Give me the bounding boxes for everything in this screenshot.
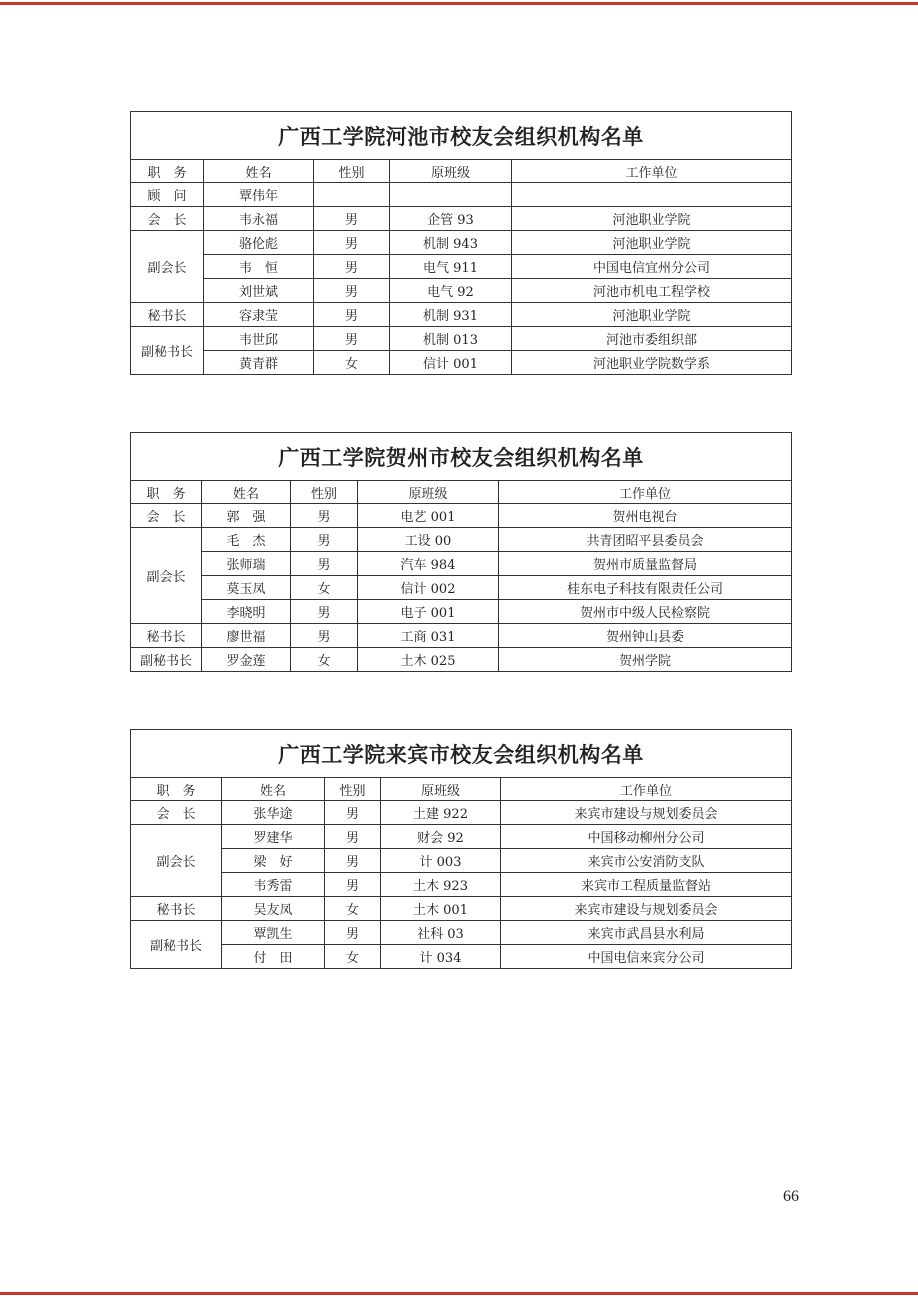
gender-cell: 男: [291, 624, 358, 648]
header-employer: 工作单位: [512, 160, 792, 183]
employer-cell: 河池市机电工程学校: [512, 279, 792, 303]
employer-cell: 河池市委组织部: [512, 327, 792, 351]
class-cell: 电气 92: [390, 279, 512, 303]
class-cell: 电艺 001: [358, 504, 499, 528]
table-row: [131, 183, 792, 207]
gender-cell: 男: [314, 279, 390, 303]
employer-cell: 河池职业学院数学系: [512, 351, 792, 375]
employer-cell: 来宾市武昌县水利局: [501, 921, 792, 945]
role-cell: 秘书长: [131, 897, 222, 921]
name-cell: 廖世福: [202, 624, 291, 648]
employer-cell: 贺州电视台: [499, 504, 792, 528]
top-red-rule: [0, 2, 918, 5]
table-row: [131, 873, 792, 897]
class-cell: 机制 931: [390, 303, 512, 327]
class-cell: 机制 013: [390, 327, 512, 351]
header-role: 职 务: [131, 160, 204, 183]
table-row: [131, 648, 792, 672]
table-row: [131, 528, 792, 552]
role-cell: 副秘书长: [131, 921, 222, 969]
role-cell: 顾 问: [131, 183, 204, 207]
table-row: [131, 825, 792, 849]
gender-cell: 男: [291, 552, 358, 576]
header-row: [131, 778, 792, 801]
table-row: [131, 303, 792, 327]
name-cell: 郭 强: [202, 504, 291, 528]
name-cell: 莫玉凤: [202, 576, 291, 600]
class-cell: 财会 92: [381, 825, 501, 849]
table-row: [131, 279, 792, 303]
employer-cell: 贺州学院: [499, 648, 792, 672]
class-cell: 汽车 984: [358, 552, 499, 576]
employer-cell: 中国移动柳州分公司: [501, 825, 792, 849]
class-cell: 计 003: [381, 849, 501, 873]
name-cell: 韦永福: [204, 207, 314, 231]
class-cell: 土木 025: [358, 648, 499, 672]
table-title: 广西工学院来宾市校友会组织机构名单: [131, 730, 792, 778]
header-row: [131, 160, 792, 183]
table-row: [131, 897, 792, 921]
table-row: [131, 849, 792, 873]
role-cell: 秘书长: [131, 624, 202, 648]
class-cell: 土木 923: [381, 873, 501, 897]
employer-cell: 共青团昭平县委员会: [499, 528, 792, 552]
hechi-alumni-table: [130, 111, 792, 375]
class-cell: 信计 002: [358, 576, 499, 600]
header-role: 职 务: [131, 481, 202, 504]
employer-cell: 来宾市公安消防支队: [501, 849, 792, 873]
table-row: [131, 504, 792, 528]
name-cell: 张华途: [222, 801, 325, 825]
table-row: [131, 801, 792, 825]
table-row: [131, 921, 792, 945]
header-name: 姓名: [222, 778, 325, 801]
name-cell: 吴友凤: [222, 897, 325, 921]
class-cell: [390, 183, 512, 207]
gender-cell: 女: [291, 648, 358, 672]
class-cell: 电子 001: [358, 600, 499, 624]
header-name: 姓名: [202, 481, 291, 504]
role-cell: 副秘书长: [131, 327, 204, 375]
class-cell: 社科 03: [381, 921, 501, 945]
gender-cell: 男: [314, 327, 390, 351]
table-row: [131, 624, 792, 648]
name-cell: 张师瑞: [202, 552, 291, 576]
employer-cell: 河池职业学院: [512, 303, 792, 327]
header-gender: 性别: [314, 160, 390, 183]
header-gender: 性别: [325, 778, 381, 801]
name-cell: 覃凯生: [222, 921, 325, 945]
employer-cell: 河池职业学院: [512, 207, 792, 231]
gender-cell: 男: [291, 528, 358, 552]
table-row: [131, 552, 792, 576]
gender-cell: 男: [325, 921, 381, 945]
name-cell: 骆伦彪: [204, 231, 314, 255]
name-cell: 容隶莹: [204, 303, 314, 327]
header-name: 姓名: [204, 160, 314, 183]
role-cell: 副会长: [131, 528, 202, 624]
class-cell: 电气 911: [390, 255, 512, 279]
header-employer: 工作单位: [501, 778, 792, 801]
name-cell: 毛 杰: [202, 528, 291, 552]
header-role: 职 务: [131, 778, 222, 801]
table-title: 广西工学院贺州市校友会组织机构名单: [131, 433, 792, 481]
class-cell: 机制 943: [390, 231, 512, 255]
gender-cell: 男: [325, 825, 381, 849]
gender-cell: 男: [325, 849, 381, 873]
gender-cell: 男: [314, 207, 390, 231]
page-number: 66: [783, 1188, 799, 1205]
employer-cell: 贺州市质量监督局: [499, 552, 792, 576]
employer-cell: 中国电信来宾分公司: [501, 945, 792, 969]
class-cell: 工设 00: [358, 528, 499, 552]
gender-cell: 男: [314, 303, 390, 327]
name-cell: 韦 恒: [204, 255, 314, 279]
name-cell: 罗金莲: [202, 648, 291, 672]
role-cell: 副秘书长: [131, 648, 202, 672]
name-cell: 韦秀雷: [222, 873, 325, 897]
name-cell: 黄青群: [204, 351, 314, 375]
laibin-alumni-table: [130, 729, 792, 969]
employer-cell: [512, 183, 792, 207]
employer-cell: 贺州市中级人民检察院: [499, 600, 792, 624]
header-class: 原班级: [358, 481, 499, 504]
gender-cell: 男: [325, 801, 381, 825]
gender-cell: [314, 183, 390, 207]
employer-cell: 贺州钟山县委: [499, 624, 792, 648]
employer-cell: 来宾市建设与规划委员会: [501, 897, 792, 921]
class-cell: 信计 001: [390, 351, 512, 375]
employer-cell: 来宾市建设与规划委员会: [501, 801, 792, 825]
gender-cell: 男: [314, 231, 390, 255]
class-cell: 土建 922: [381, 801, 501, 825]
class-cell: 工商 031: [358, 624, 499, 648]
table-row: [131, 255, 792, 279]
class-cell: 企管 93: [390, 207, 512, 231]
header-employer: 工作单位: [499, 481, 792, 504]
gender-cell: 女: [325, 945, 381, 969]
gender-cell: 男: [291, 600, 358, 624]
table-row: [131, 945, 792, 969]
name-cell: 罗建华: [222, 825, 325, 849]
employer-cell: 桂东电子科技有限责任公司: [499, 576, 792, 600]
role-cell: 会 长: [131, 504, 202, 528]
role-cell: 秘书长: [131, 303, 204, 327]
employer-cell: 中国电信宜州分公司: [512, 255, 792, 279]
gender-cell: 女: [314, 351, 390, 375]
class-cell: 土木 001: [381, 897, 501, 921]
gender-cell: 女: [325, 897, 381, 921]
header-class: 原班级: [381, 778, 501, 801]
employer-cell: 河池职业学院: [512, 231, 792, 255]
class-cell: 计 034: [381, 945, 501, 969]
name-cell: 韦世邱: [204, 327, 314, 351]
table-row: [131, 231, 792, 255]
header-row: [131, 481, 792, 504]
table-row: [131, 600, 792, 624]
table-row: [131, 327, 792, 351]
role-cell: 会 长: [131, 207, 204, 231]
role-cell: 会 长: [131, 801, 222, 825]
name-cell: 梁 好: [222, 849, 325, 873]
table-row: [131, 207, 792, 231]
role-cell: 副会长: [131, 825, 222, 897]
gender-cell: 男: [325, 873, 381, 897]
name-cell: 李晓明: [202, 600, 291, 624]
role-cell: 副会长: [131, 231, 204, 303]
table-title: 广西工学院河池市校友会组织机构名单: [131, 112, 792, 160]
name-cell: 付 田: [222, 945, 325, 969]
name-cell: 覃伟年: [204, 183, 314, 207]
name-cell: 刘世斌: [204, 279, 314, 303]
header-gender: 性别: [291, 481, 358, 504]
table-row: [131, 351, 792, 375]
bottom-red-rule: [0, 1292, 918, 1295]
header-class: 原班级: [390, 160, 512, 183]
gender-cell: 男: [314, 255, 390, 279]
hezhou-alumni-table: [130, 432, 792, 672]
table-row: [131, 576, 792, 600]
gender-cell: 男: [291, 504, 358, 528]
gender-cell: 女: [291, 576, 358, 600]
employer-cell: 来宾市工程质量监督站: [501, 873, 792, 897]
